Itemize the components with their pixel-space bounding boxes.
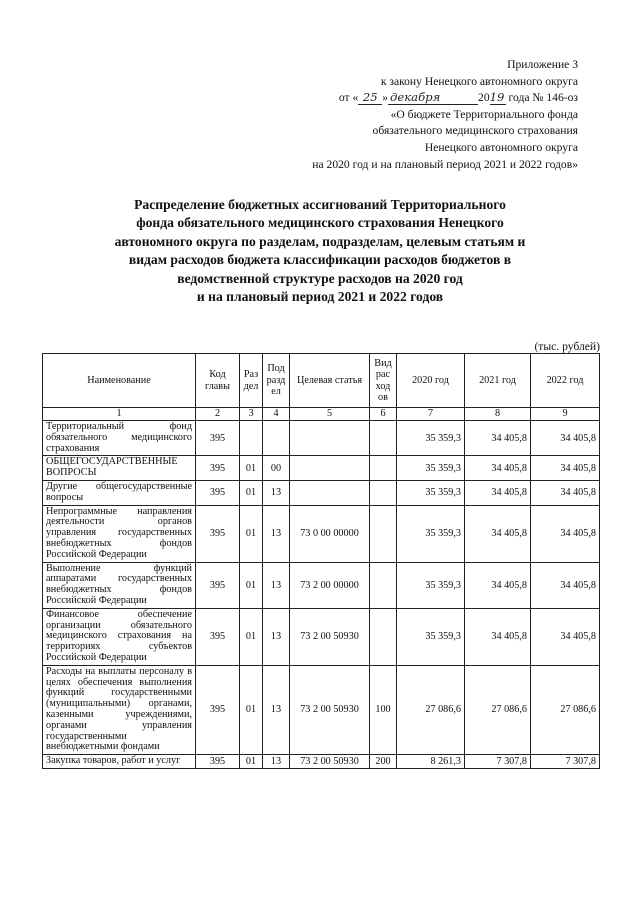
row-name: Расходы на выплаты персоналу в целях обеспечения выполнения функций государственными (муниципальными) органами, казенными учреждениями, органами управления государственными внебюджетными фондами <box>43 665 196 754</box>
title-line-2: фонда обязательного медицинского страхования Ненецкого <box>136 215 504 231</box>
row-subsection: 13 <box>263 562 290 608</box>
column-number-row <box>43 408 600 421</box>
row-target <box>290 456 370 481</box>
row-subsection: 13 <box>263 755 290 769</box>
row-target: 73 2 00 50930 <box>290 608 370 665</box>
row-2022: 27 086,6 <box>531 665 600 754</box>
title-line-5: ведомственной структуре расходов на 2020 год <box>177 270 463 286</box>
row-code: 395 <box>196 665 240 754</box>
row-2021: 34 405,8 <box>465 480 531 505</box>
row-2021: 34 405,8 <box>465 456 531 481</box>
row-code: 395 <box>196 505 240 562</box>
header-name: Наименование <box>43 354 196 408</box>
row-target: 73 2 00 50930 <box>290 665 370 754</box>
row-2021: 27 086,6 <box>465 665 531 754</box>
date-century: 20 <box>478 91 490 105</box>
column-number: 7 <box>397 408 465 421</box>
table-header-row <box>43 354 600 408</box>
row-type <box>370 456 397 481</box>
row-2022: 34 405,8 <box>531 608 600 665</box>
row-2020: 27 086,6 <box>397 665 465 754</box>
row-name: Закупка товаров, работ и услуг <box>43 755 196 769</box>
row-name: ОБЩЕГОСУДАРСТВЕННЫЕ ВОПРОСЫ <box>43 456 196 481</box>
date-prefix: от « <box>338 91 359 105</box>
header-code: Код главы <box>196 354 240 408</box>
row-type <box>370 480 397 505</box>
row-2021: 34 405,8 <box>465 562 531 608</box>
row-section: 01 <box>240 665 263 754</box>
row-subsection: 00 <box>263 456 290 481</box>
row-section: 01 <box>240 505 263 562</box>
row-2021: 34 405,8 <box>465 505 531 562</box>
units-label: (тыс. рублей) <box>534 340 600 353</box>
table-row <box>43 562 600 608</box>
row-section <box>240 421 263 456</box>
table-row <box>43 505 600 562</box>
column-number: 2 <box>196 408 240 421</box>
row-code: 395 <box>196 456 240 481</box>
row-type <box>370 505 397 562</box>
column-number: 1 <box>43 408 196 421</box>
appendix-line-5: обязательного медицинского страхования <box>372 124 578 138</box>
row-subsection: 13 <box>263 665 290 754</box>
row-2020: 8 261,3 <box>397 755 465 769</box>
row-code: 395 <box>196 421 240 456</box>
handwritten-month: декабря <box>388 91 478 105</box>
header-type: Вид рас ход ов <box>370 354 397 408</box>
row-type: 200 <box>370 755 397 769</box>
handwritten-day: 25 <box>358 91 382 105</box>
appendix-line-6: Ненецкого автономного округа <box>424 140 578 154</box>
row-name: Непрограммные направления деятельности органов управления государственных внебюджетных фондов Российской Федерации <box>43 505 196 562</box>
table-row <box>43 608 600 665</box>
row-2022: 34 405,8 <box>531 421 600 456</box>
date-quote: » <box>382 91 389 105</box>
appendix-date-line <box>312 90 578 107</box>
column-number: 9 <box>531 408 600 421</box>
column-number: 8 <box>465 408 531 421</box>
row-2022: 34 405,8 <box>531 562 600 608</box>
table-row <box>43 665 600 754</box>
table-row <box>43 480 600 505</box>
row-2021: 7 307,8 <box>465 755 531 769</box>
row-2020: 35 359,3 <box>397 480 465 505</box>
row-name: Территориальный фонд обязательного медицинского страхования <box>43 421 196 456</box>
header-2022: 2022 год <box>531 354 600 408</box>
row-target <box>290 480 370 505</box>
row-2020: 35 359,3 <box>397 421 465 456</box>
row-code: 395 <box>196 562 240 608</box>
column-number: 6 <box>370 408 397 421</box>
row-2022: 7 307,8 <box>531 755 600 769</box>
title-line-6: и на плановый период 2021 и 2022 годов <box>196 289 444 305</box>
table-row <box>43 421 600 456</box>
title-line-1: Распределение бюджетных ассигнований Территориального <box>134 197 506 212</box>
title-line-4: видам расходов бюджета классификации расходов бюджетов в <box>128 252 512 268</box>
row-subsection: 13 <box>263 608 290 665</box>
appendix-line-7: на 2020 год и на плановый период 2021 и 2022 годов» <box>312 157 578 171</box>
row-section: 01 <box>240 562 263 608</box>
row-2020: 35 359,3 <box>397 608 465 665</box>
appendix-header <box>312 57 578 173</box>
column-number: 4 <box>263 408 290 421</box>
row-target <box>290 421 370 456</box>
row-2022: 34 405,8 <box>531 505 600 562</box>
row-name: Финансовое обеспечение организации обязательного медицинского страхования на территориях субъектов Российской Федерации <box>43 608 196 665</box>
table-row <box>43 456 600 481</box>
row-section: 01 <box>240 755 263 769</box>
column-number: 3 <box>240 408 263 421</box>
header-section: Раз дел <box>240 354 263 408</box>
row-subsection <box>263 421 290 456</box>
appendix-law-ref: к закону Ненецкого автономного округа <box>380 74 578 88</box>
date-suffix: года № 146-оз <box>505 91 578 105</box>
row-type <box>370 562 397 608</box>
appendix-line-4: «О бюджете Территориального фонда <box>390 107 578 121</box>
title-line-3: автономного округа по разделам, подразделам, целевым статьям и <box>114 233 526 249</box>
row-code: 395 <box>196 608 240 665</box>
header-2021: 2021 год <box>465 354 531 408</box>
row-code: 395 <box>196 480 240 505</box>
row-type: 100 <box>370 665 397 754</box>
row-2020: 35 359,3 <box>397 456 465 481</box>
row-name: Выполнение функций аппаратами государственных внебюджетных фондов Российской Федерации <box>43 562 196 608</box>
row-code: 395 <box>196 755 240 769</box>
row-type <box>370 421 397 456</box>
row-section: 01 <box>240 608 263 665</box>
row-target: 73 0 00 00000 <box>290 505 370 562</box>
row-2022: 34 405,8 <box>531 480 600 505</box>
row-2021: 34 405,8 <box>465 421 531 456</box>
row-name: Другие общегосударственные вопросы <box>43 480 196 505</box>
row-type <box>370 608 397 665</box>
row-section: 01 <box>240 456 263 481</box>
row-2022: 34 405,8 <box>531 456 600 481</box>
row-2020: 35 359,3 <box>397 505 465 562</box>
row-2020: 35 359,3 <box>397 562 465 608</box>
document-title <box>90 196 550 306</box>
header-subsection: Под разд ел <box>263 354 290 408</box>
header-target: Целевая статья <box>290 354 370 408</box>
row-target: 73 2 00 00000 <box>290 562 370 608</box>
appendix-number: Приложение 3 <box>507 58 578 71</box>
table-row <box>43 755 600 769</box>
row-target: 73 2 00 50930 <box>290 755 370 769</box>
row-subsection: 13 <box>263 505 290 562</box>
row-section: 01 <box>240 480 263 505</box>
budget-table <box>42 353 600 769</box>
row-subsection: 13 <box>263 480 290 505</box>
header-2020: 2020 год <box>397 354 465 408</box>
handwritten-year: 19 <box>489 90 505 105</box>
row-2021: 34 405,8 <box>465 608 531 665</box>
column-number: 5 <box>290 408 370 421</box>
